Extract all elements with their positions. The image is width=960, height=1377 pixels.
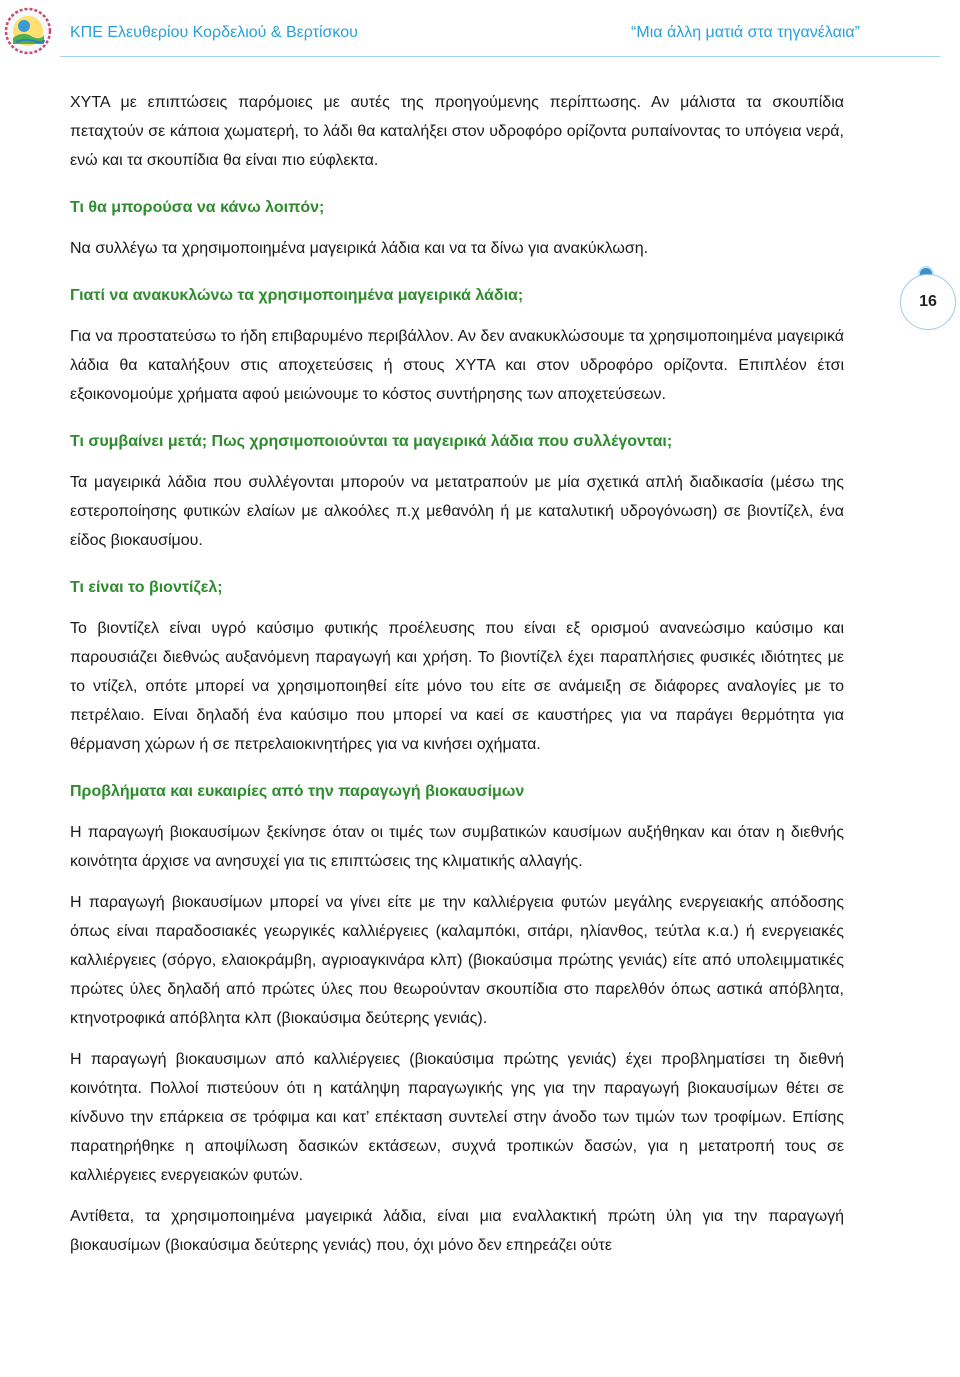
page-header [0,0,960,62]
paragraph: Το βιοντίζελ είναι υγρό καύσιμο φυτικής προέλευσης που είναι εξ ορισμού ανανεώσιμο καύσιμο και παρουσιάζει διεθνώς αυξανόμενη παραγωγή και χρήση. Το βιοντίζελ έχει παραπλήσιες φυσικές ιδιότητες με το ντίζελ, οπότε μπορεί να χρησιμοποιηθεί είτε μόνο του είτε σε ανάμειξη σε διάφορες αναλογίες με το πετρέλαιο. Είναι δηλαδή ένα καύσιμο που μπορεί να καεί σε καυστήρες για να παράγει θερμότητα για θέρμανση χώρων ή σε πετρελαιοκινητήρες για να κινήσει οχήματα. [70,620,844,753]
page-number: 16 [900,274,956,330]
paragraph: Η παραγωγή βιοκαυσιμων από καλλιέργειες (βιοκαύσιμα πρώτης γενιάς) έχει προβληματίσει τη διεθνή κοινότητα. Πολλοί πιστεύουν ότι η κατάληψη παραγωγικής γης για την παραγωγή βιοκαυσίμων θέτει σε κίνδυνο την επάρκεια σε τρόφιμα και κατ’ επέκταση συντελεί στην άνοδο των τιμών των τροφίμων. Επίσης παρατηρήθηκε η αποψίλωση δασικών εκτάσεων, συχνά τροπικών δασών, για η μετατροπή τους σε καλλιέργειες ενεργειακών φυτών. [70,1051,844,1184]
section-heading: Τι είναι το βιοντίζελ; [70,579,223,596]
header-title: “Μια άλλη ματιά στα τηγανέλαια” [631,24,860,41]
paragraph: Για να προστατεύσω το ήδη επιβαρυμένο περιβάλλον. Αν δεν ανακυκλώσουμε τα χρησιμοποιημένα μαγειρικά λάδια θα καταλήξουν στις αποχετεύσεις ή στους ΧΥΤΑ και στον υδροφόρο ορίζοντα. Επιπλέον έτσι εξοικονομούμε χρήματα αφού μειώνουμε το κόστος συντήρησης των αποχετεύσεων. [70,328,844,403]
kpe-logo-icon [4,4,52,60]
paragraph: Η παραγωγή βιοκαυσίμων μπορεί να γίνει είτε με την καλλιέργεια φυτών μεγάλης ενεργειακής απόδοσης όπως είναι παραδοσιακές γεωργικές καλλιέργειες (καλαμπόκι, σιτάρι, ηλίανθος, τεύτλα κ.α.) ή ενεργειακές καλλιέργειες (σόργο, ελαιοκράμβη, αγριοαγκινάρα κλπ) (βιοκαύσιμα πρώτης γενιάς) είτε από υπολειμματικές πρώτες ύλες δηλαδή από πρώτες ύλες που θεωρούνταν σκουπίδια στο παρελθόν όπως αστικά απόβλητα, κτηνοτροφικά απόβλητα κλπ (βιοκαύσιμα δεύτερης γενιάς). [70,894,844,1027]
paragraph: Η παραγωγή βιοκαυσίμων ξεκίνησε όταν οι τιμές των συμβατικών καυσίμων αυξήθηκαν και όταν η διεθνής κοινότητα άρχισε να ανησυχεί για τις επιπτώσεις της κλιματικής αλλαγής. [70,824,844,870]
section-heading: Τι θα μπορούσα να κάνω λοιπόν; [70,199,325,216]
paragraph: Τα μαγειρικά λάδια που συλλέγονται μπορούν να μετατραπούν με μία σχετικά απλή διαδικασία (μέσω της εστεροποίησης φυτικών ελαίων με αλκοόλες π.χ μεθανόλη ή με καταλυτική υδρογόνωση) σε βιοντίζελ, ένα είδος βιοκαυσίμου. [70,474,844,549]
paragraph: Αντίθετα, τα χρησιμοποιημένα μαγειρικά λάδια, είναι μια εναλλακτική πρώτη ύλη για την παραγωγή βιοκαυσίμων (βιοκαύσιμα δεύτερης γενιάς) που, όχι μόνο δεν επηρεάζει ούτε [70,1208,844,1254]
paragraph: ΧΥΤΑ με επιπτώσεις παρόμοιες με αυτές της προηγούμενης περίπτωσης. Αν μάλιστα τα σκουπίδια πεταχτούν σε κάποια χωματερή, το λάδι θα καταλήξει στον υδροφόρο ορίζοντα ρυπαίνοντας το υπόγεια νερά, ενώ και τα σκουπίδια θα είναι πιο εύφλεκτα. [70,94,844,169]
section-heading: Γιατί να ανακυκλώνω τα χρησιμοποιημένα μαγειρικά λάδια; [70,287,524,304]
document-body [70,88,844,1260]
section-heading: Τι συμβαίνει μετά; Πως χρησιμοποιούνται τα μαγειρικά λάδια που συλλέγονται; [70,433,673,450]
section-heading: Προβλήματα και ευκαιρίες από την παραγωγή βιοκαυσίμων [70,783,525,800]
header-center-name: ΚΠΕ Ελευθερίου Κορδελιού & Βερτίσκου [70,24,358,41]
paragraph: Να συλλέγω τα χρησιμοποιημένα μαγειρικά λάδια και να τα δίνω για ανακύκλωση. [70,240,649,257]
header-divider [60,56,940,57]
